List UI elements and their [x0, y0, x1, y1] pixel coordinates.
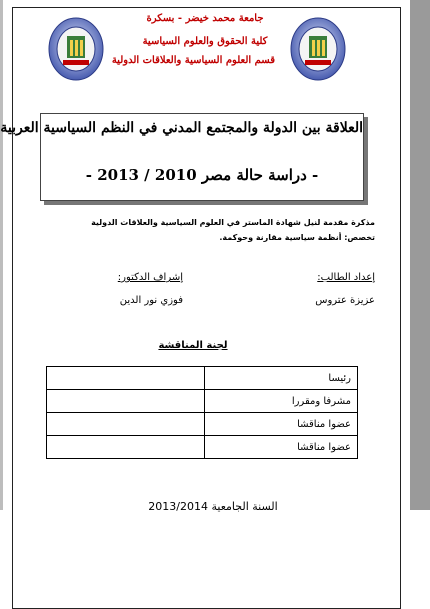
department-name: قسم العلوم السياسية والعلاقات الدولية — [111, 55, 275, 66]
committee-title: لجنة المناقشة — [158, 340, 228, 351]
committee-table — [46, 366, 358, 459]
prepared-by-label: إعداد الطالب: — [317, 272, 375, 283]
memo-degree: مذكرة مقدمة لنيل شهادة الماستر في العلوم السياسية والعلاقات الدولية — [91, 218, 375, 227]
table-row — [47, 390, 358, 413]
memo-specialty: تخصص: أنظمة سياسية مقارنة وحوكمة. — [219, 233, 375, 242]
member-name — [47, 367, 205, 390]
faculty-name: كلية الحقوق والعلوم السياسية — [142, 36, 268, 47]
member-role: عضوا مناقشا — [204, 413, 357, 436]
supervisor-name: فوزي نور الدين — [119, 295, 183, 306]
university-logo-left — [47, 16, 105, 82]
member-name — [47, 436, 205, 459]
member-role: عضوا مناقشا — [204, 436, 357, 459]
title-box — [0, 113, 364, 201]
thesis-subtitle: - دراسة حالة مصر 2010 / 2013 - — [85, 166, 319, 184]
member-role: مشرفا ومقررا — [204, 390, 357, 413]
table-row — [47, 367, 358, 390]
table-row — [47, 436, 358, 459]
viewer-background — [410, 0, 430, 510]
table-row — [47, 413, 358, 436]
academic-year: السنة الجامعية 2013/2014 — [148, 500, 278, 513]
thesis-title: العلاقة بين الدولة والمجتمع المدني في النظم السياسية العربية — [0, 120, 363, 136]
member-name — [47, 413, 205, 436]
student-name: عزيزة عتروس — [315, 295, 375, 306]
member-role: رئيسا — [204, 367, 357, 390]
university-name: جامعة محمد خيضر - بسكرة — [146, 13, 264, 24]
supervisor-label: إشراف الدكتور: — [117, 272, 183, 283]
page-border — [0, 7, 401, 609]
university-logo-right — [289, 16, 347, 82]
member-name — [47, 390, 205, 413]
